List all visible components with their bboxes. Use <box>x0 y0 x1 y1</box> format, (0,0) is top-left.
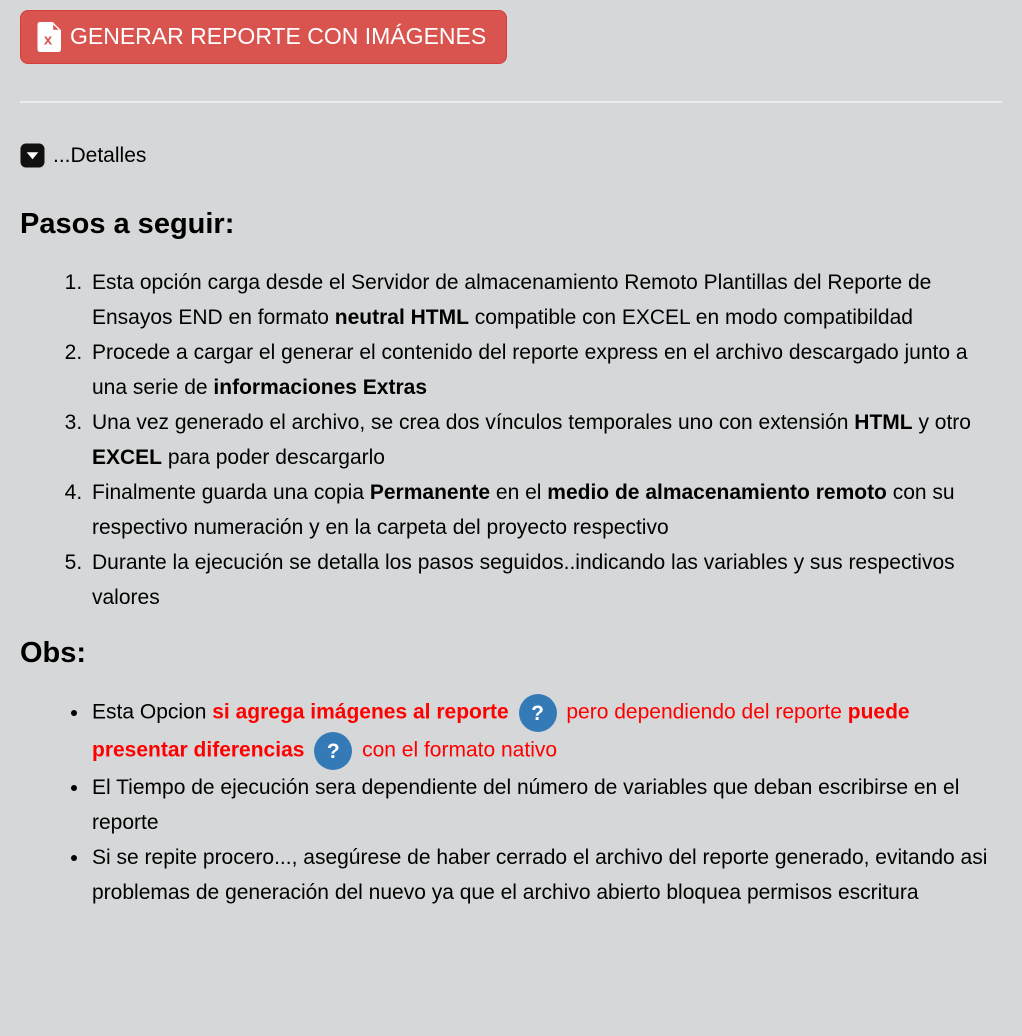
horizontal-divider <box>20 101 1002 103</box>
obs-list <box>20 694 1002 910</box>
text-segment: Si se repite procero..., asegúrese de haber cerrado el archivo del reporte generado, evitando asi problemas de generación del nuevo ya que el archivo abierto bloquea permisos escritura <box>92 846 988 904</box>
caret-down-square-icon <box>20 143 45 168</box>
details-toggle[interactable] <box>20 143 146 168</box>
step-item <box>88 475 1002 545</box>
text-segment: Permanente <box>369 481 491 504</box>
obs-heading: Obs: <box>20 637 87 669</box>
details-toggle-label: ...Detalles <box>53 143 147 167</box>
text-segment: medio de almacenamiento remoto <box>547 481 887 504</box>
text-segment: Durante la ejecución se detalla los pasos seguidos..indicando las variables y sus respectivos valores <box>92 551 955 609</box>
text-segment: pero dependiendo del reporte <box>560 700 848 724</box>
question-help-icon[interactable]: ? <box>519 694 557 732</box>
text-segment: Esta opción carga desde el Servidor de almacenamiento Remoto Plantillas del Reporte de Ensayos END en formato <box>92 271 932 329</box>
text-segment: Finalmente guarda una copia <box>92 481 370 504</box>
steps-list <box>20 265 1002 615</box>
text-segment: compatible con EXCEL en modo compatibildad <box>468 306 913 329</box>
obs-item <box>90 770 1002 840</box>
question-help-icon[interactable]: ? <box>314 732 352 770</box>
step-item <box>88 335 1002 405</box>
text-segment: con su respectivo numeración y en la carpeta del proyecto respectivo <box>92 481 955 539</box>
text-segment: El Tiempo de ejecución sera dependiente del número de variables que deban escribirse en el reporte <box>92 776 960 834</box>
steps-heading: Pasos a seguir: <box>20 208 235 240</box>
text-segment: Procede a cargar el generar el contenido del reporte express en el archivo descargado junto a una serie de <box>92 341 968 399</box>
text-segment: EXCEL <box>92 446 163 469</box>
svg-text:x: x <box>43 31 53 49</box>
step-item <box>88 265 1002 335</box>
text-segment: neutral HTML <box>334 306 469 329</box>
step-item <box>88 405 1002 475</box>
text-segment: HTML <box>854 411 913 434</box>
text-segment: informaciones Extras <box>213 376 428 399</box>
text-segment: en el <box>490 481 548 504</box>
text-segment: puede presentar diferencias <box>92 700 910 762</box>
text-segment: Una vez generado el archivo, se crea dos vínculos temporales uno con extensión <box>92 411 855 434</box>
text-segment: con el formato nativo <box>356 738 558 762</box>
generate-report-button-label: GENERAR REPORTE CON IMÁGENES <box>70 23 487 50</box>
obs-item <box>90 840 1002 910</box>
text-segment: si agrega imágenes al reporte <box>212 700 515 724</box>
text-segment: Esta Opcion <box>92 700 213 724</box>
excel-file-icon <box>37 22 61 52</box>
generate-report-with-images-button[interactable] <box>20 10 507 64</box>
obs-item <box>90 694 1002 770</box>
step-item <box>88 545 1002 615</box>
text-segment: para poder descargarlo <box>162 446 385 469</box>
text-segment: y otro <box>912 411 971 434</box>
